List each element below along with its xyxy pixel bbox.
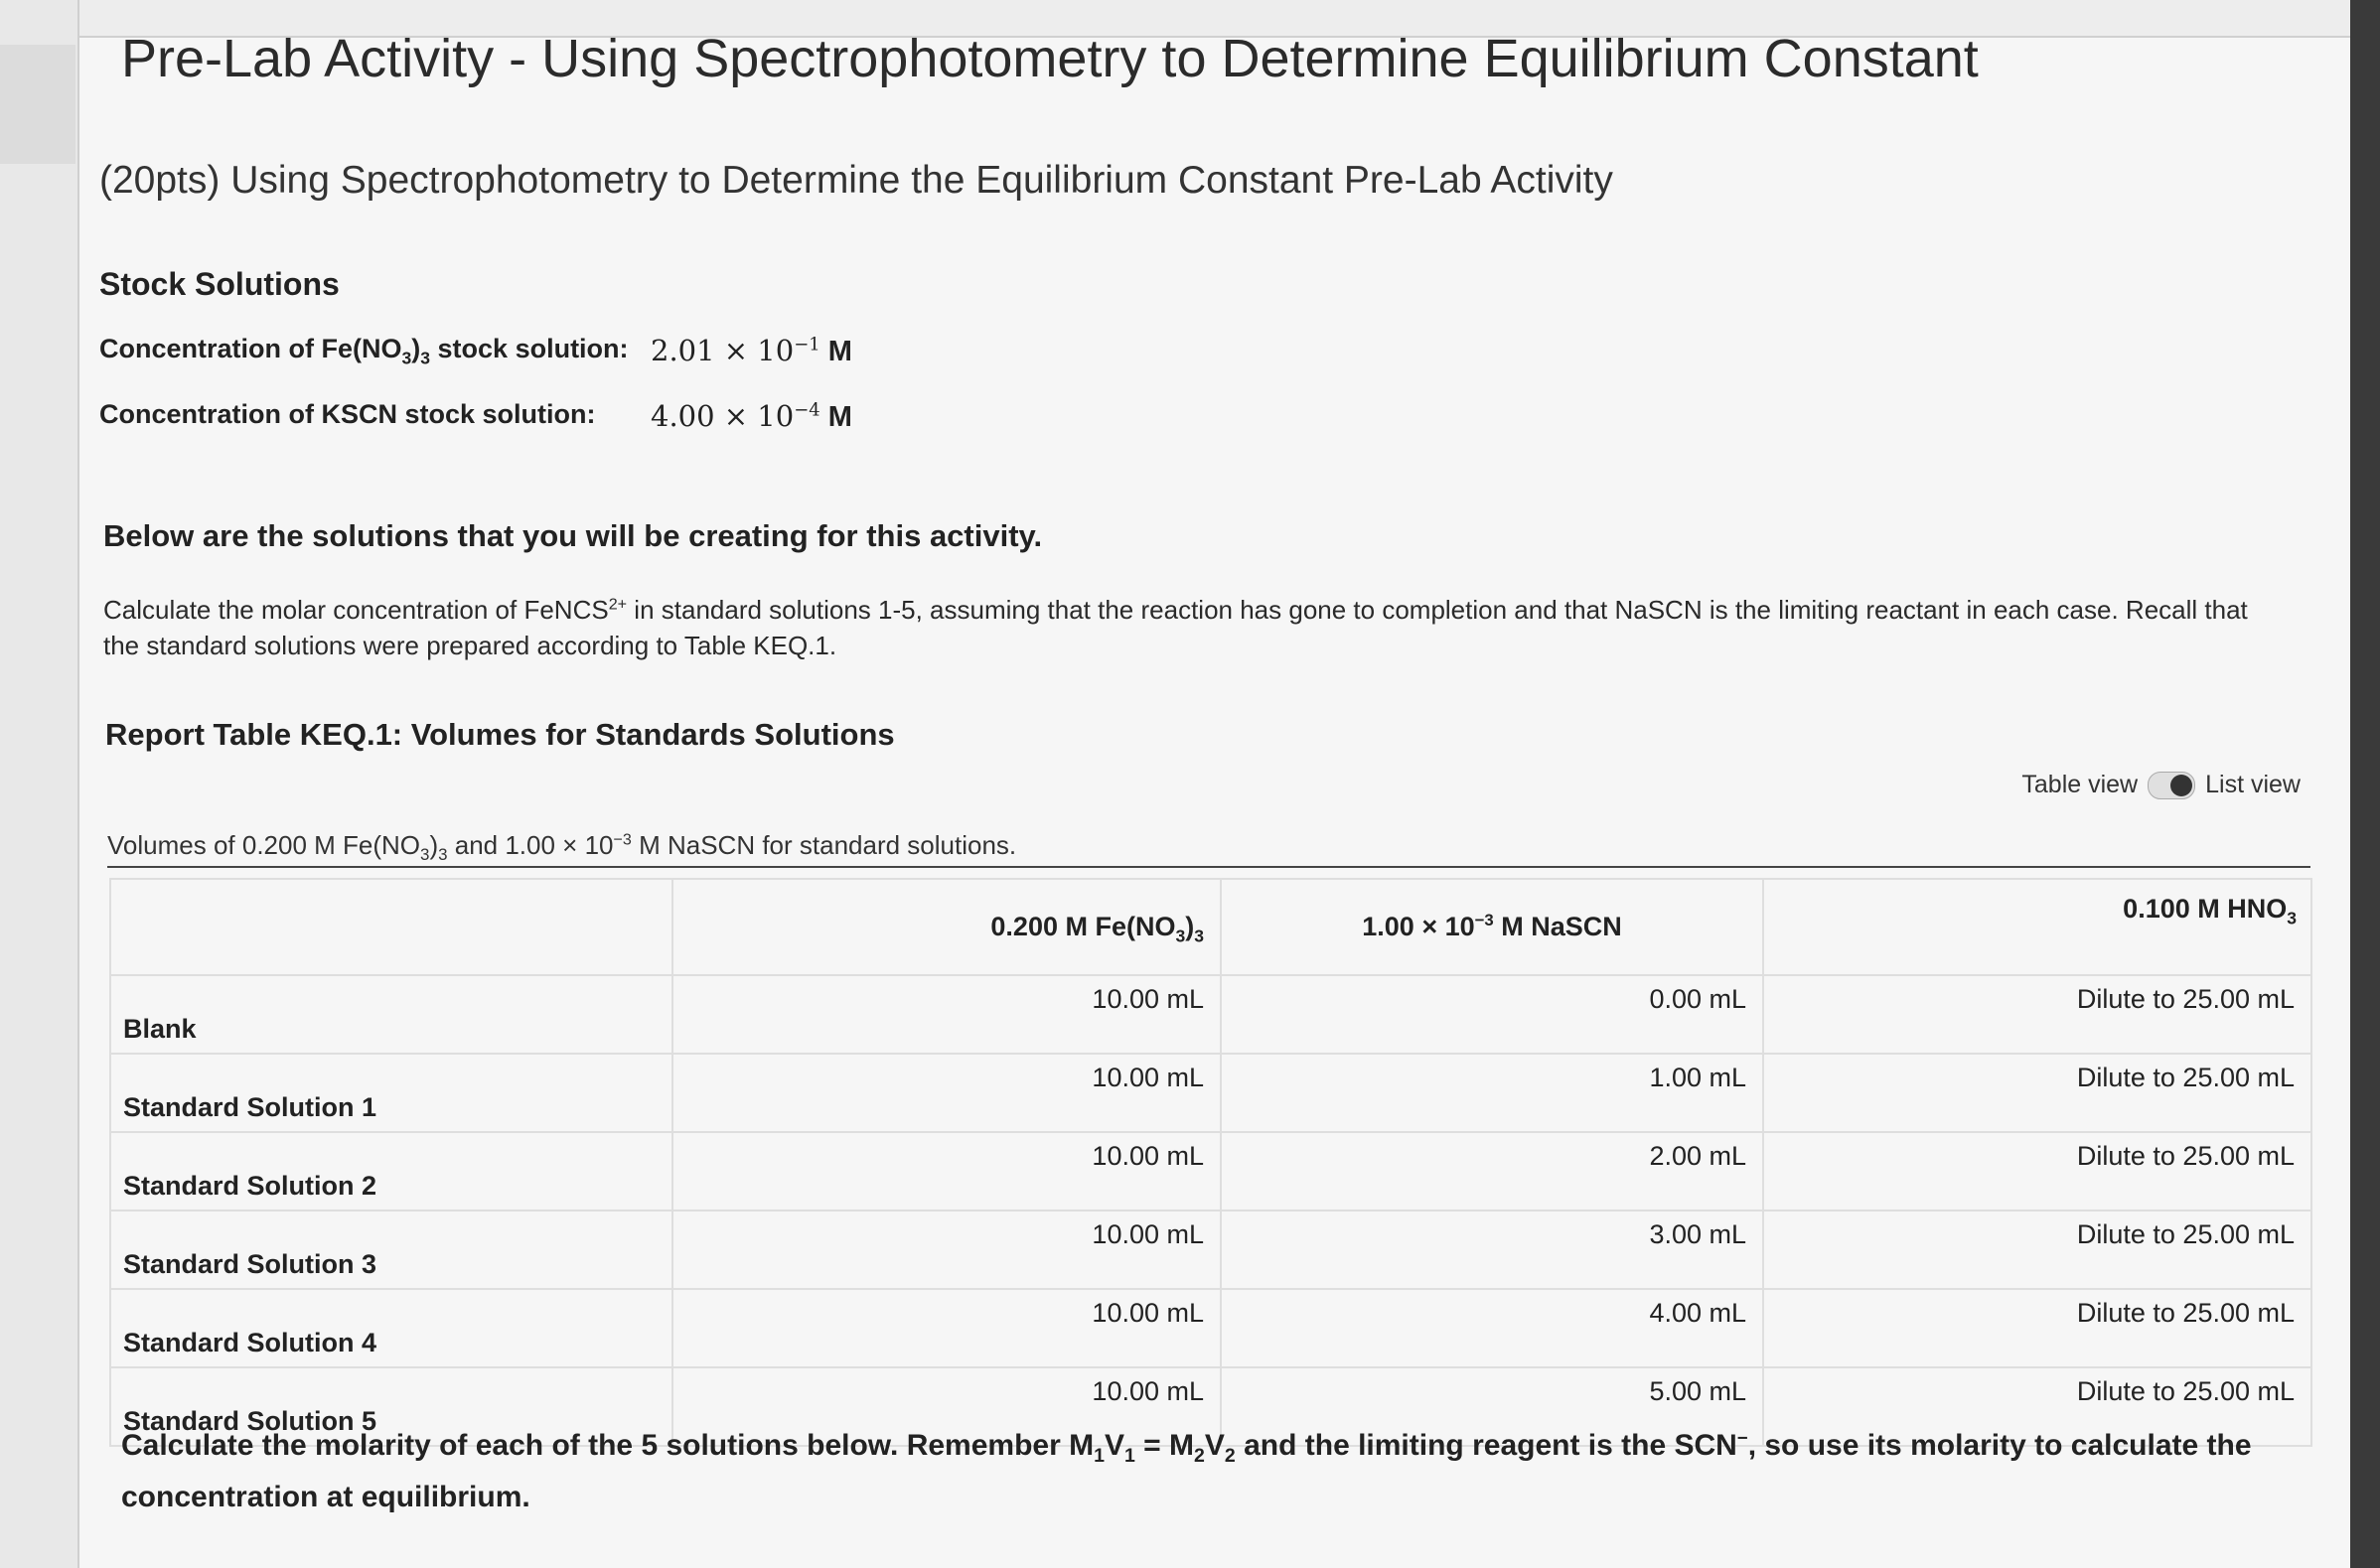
- nascn-volume-cell: 2.00 mL: [1221, 1132, 1763, 1211]
- hno3-volume-cell: Dilute to 25.00 mL: [1763, 975, 2311, 1054]
- main-page: [79, 0, 2350, 1568]
- fe-volume-cell: 10.00 mL: [672, 1367, 1221, 1446]
- stock-solutions-heading: Stock Solutions: [99, 266, 340, 302]
- header-blank: [110, 879, 672, 975]
- row-label: Standard Solution 4: [110, 1289, 672, 1367]
- header-nascn: $1.00 \times 10^{-3}$ M NaSCN: [1221, 879, 1763, 975]
- volumes-table: [109, 878, 2312, 1447]
- table-row: [110, 975, 2311, 1054]
- row-label: Standard Solution 2: [110, 1132, 672, 1211]
- fe-volume-cell: 10.00 mL: [672, 1289, 1221, 1367]
- kscn-concentration-row: [99, 399, 852, 433]
- table-row: [110, 1132, 2311, 1211]
- nascn-volume-cell: 5.00 mL: [1221, 1367, 1763, 1446]
- hno3-volume-cell: Dilute to 25.00 mL: [1763, 1054, 2311, 1132]
- row-label: Standard Solution 3: [110, 1211, 672, 1289]
- row-label: Blank: [110, 975, 672, 1054]
- view-toggle: [2021, 771, 2301, 799]
- switch-knob: [2170, 775, 2192, 796]
- header-hno3: 0.100 M $HNO_3$: [1763, 879, 2311, 975]
- page-title: Pre-Lab Activity - Using Spectrophotometry to Determine Equilibrium Constant: [121, 29, 1979, 88]
- hno3-volume-cell: Dilute to 25.00 mL: [1763, 1289, 2311, 1367]
- fe-volume-cell: 10.00 mL: [672, 1211, 1221, 1289]
- report-table-heading: Report Table KEQ.1: Volumes for Standards Solutions: [105, 717, 895, 752]
- fe-volume-cell: 10.00 mL: [672, 975, 1221, 1054]
- table-caption: Volumes of 0.200 M $Fe(NO_3)_3$ and $1.00 \times 10^{-3}$ M NaSCN for standard solutions.: [107, 830, 1017, 865]
- nascn-volume-cell: 3.00 mL: [1221, 1211, 1763, 1289]
- list-view-label[interactable]: List view: [2205, 771, 2301, 798]
- side-tab[interactable]: [0, 45, 75, 164]
- table-header-row: [110, 879, 2311, 975]
- table-row: [110, 1054, 2311, 1132]
- hno3-volume-cell: Dilute to 25.00 mL: [1763, 1211, 2311, 1289]
- caption-divider: [107, 866, 2310, 868]
- instructions-text: Calculate the molar concentration of FeNCS$^{2+}$ in standard solutions 1-5, assuming that the reaction has gone to completion and that NaSCN is the limiting reactant in each case. Recall that the standard solutions were prepared according to Table KEQ.1.: [103, 595, 2248, 660]
- hno3-volume-cell: Dilute to 25.00 mL: [1763, 1367, 2311, 1446]
- activity-title: (20pts) Using Spectrophotometry to Determine the Equilibrium Constant Pre-Lab Activity: [99, 159, 1613, 202]
- table-view-label[interactable]: Table view: [2021, 771, 2139, 798]
- table-row: [110, 1289, 2311, 1367]
- fe-concentration-label: Concentration of $Fe(NO_3)_3$ stock solution:: [99, 334, 629, 368]
- table-row: [110, 1211, 2311, 1289]
- nascn-volume-cell: 4.00 mL: [1221, 1289, 1763, 1367]
- kscn-concentration-value: $4.00 \times 10^{-4}$ M: [651, 399, 852, 433]
- header-fe-no3: 0.200 M $Fe(NO_3)_3$: [672, 879, 1221, 975]
- row-label: Standard Solution 1: [110, 1054, 672, 1132]
- fe-volume-cell: 10.00 mL: [672, 1054, 1221, 1132]
- row-label: Standard Solution 5: [110, 1367, 672, 1446]
- side-panel: [0, 0, 79, 1568]
- solutions-heading: Below are the solutions that you will be creating for this activity.: [103, 518, 1043, 553]
- calculation-instructions: Calculate the molarity of each of the 5 solutions below. Remember $M_1V_1 = M_2V_2$ and the limiting reagent is the SCN−, so use its molarity to calculate the concentration at equilibrium.: [121, 1427, 2252, 1513]
- fe-volume-cell: 10.00 mL: [672, 1132, 1221, 1211]
- fe-concentration-row: [99, 334, 852, 368]
- nascn-volume-cell: 0.00 mL: [1221, 975, 1763, 1054]
- kscn-concentration-label: Concentration of KSCN stock solution:: [99, 399, 596, 429]
- hno3-volume-cell: Dilute to 25.00 mL: [1763, 1132, 2311, 1211]
- nascn-volume-cell: 1.00 mL: [1221, 1054, 1763, 1132]
- view-switch[interactable]: [2148, 772, 2195, 799]
- fe-concentration-value: $2.01 \times 10^{-1}$ M: [651, 334, 852, 367]
